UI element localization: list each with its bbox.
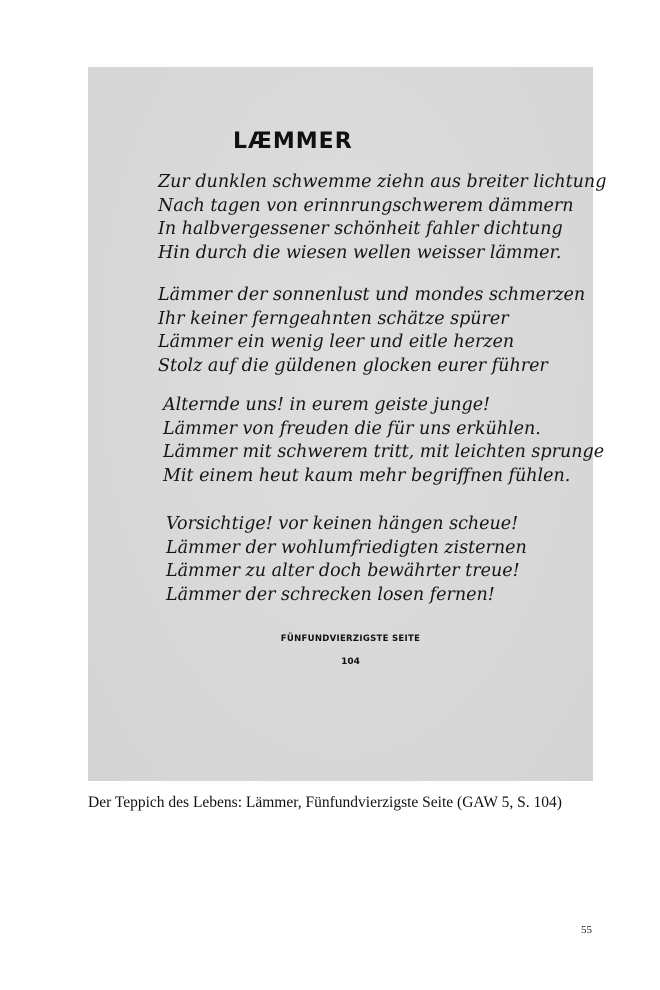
poem-line: Lämmer von freuden die für uns erkühlen. [163, 418, 541, 439]
figure-caption: Der Teppich des Lebens: Lämmer, Fünfundvierzigste Seite (GAW 5, S. 104) [88, 794, 562, 811]
poem-line: Stolz auf die güldenen glocken eurer führer [158, 355, 548, 376]
stanza-3 [163, 394, 604, 488]
poem-line: Lämmer ein wenig leer und eitle herzen [158, 332, 515, 352]
stanza-2 [158, 284, 585, 378]
stanza-4 [166, 513, 527, 607]
plate-page-heading: FÜNFUNDVIERZIGSTE SEITE [280, 634, 421, 644]
poem-line: Zur dunklen schwemme ziehn aus breiter lichtung [158, 172, 607, 192]
page-number: 55 [581, 924, 592, 936]
poem-line: Alternde uns! in eurem geiste junge! [163, 395, 491, 415]
poem-line: Lämmer zu alter doch bewährter treue! [166, 561, 520, 581]
poem-line: Lämmer der schrecken losen fernen! [166, 584, 495, 605]
poem-title: LÆMMER [233, 129, 353, 154]
poem-line: Mit einem heut kaum mehr begriffnen fühlen. [163, 465, 571, 486]
poem-line: Vorsichtige! vor keinen hängen scheue! [166, 514, 519, 534]
poem-line: Lämmer mit schwerem tritt, mit leichten sprunge [163, 442, 605, 462]
poem-line: Lämmer der wohlumfriedigten zisternen [166, 537, 527, 558]
poem-line: Nach tagen von erinnrungschwerem dämmern [158, 195, 574, 216]
poem-line: Hin durch die wiesen wellen weisser lämmer. [158, 242, 562, 263]
stanza-1 [158, 171, 606, 265]
poem-line: Lämmer der sonnenlust und mondes schmerzen [158, 285, 586, 305]
poem-line: Ihr keiner ferngeahnten schätze spürer [158, 308, 509, 329]
poem-line: In halbvergessener schönheit fahler dichtung [158, 219, 563, 239]
manuscript-plate [88, 67, 607, 781]
plate-page-number: 104 [341, 657, 360, 667]
